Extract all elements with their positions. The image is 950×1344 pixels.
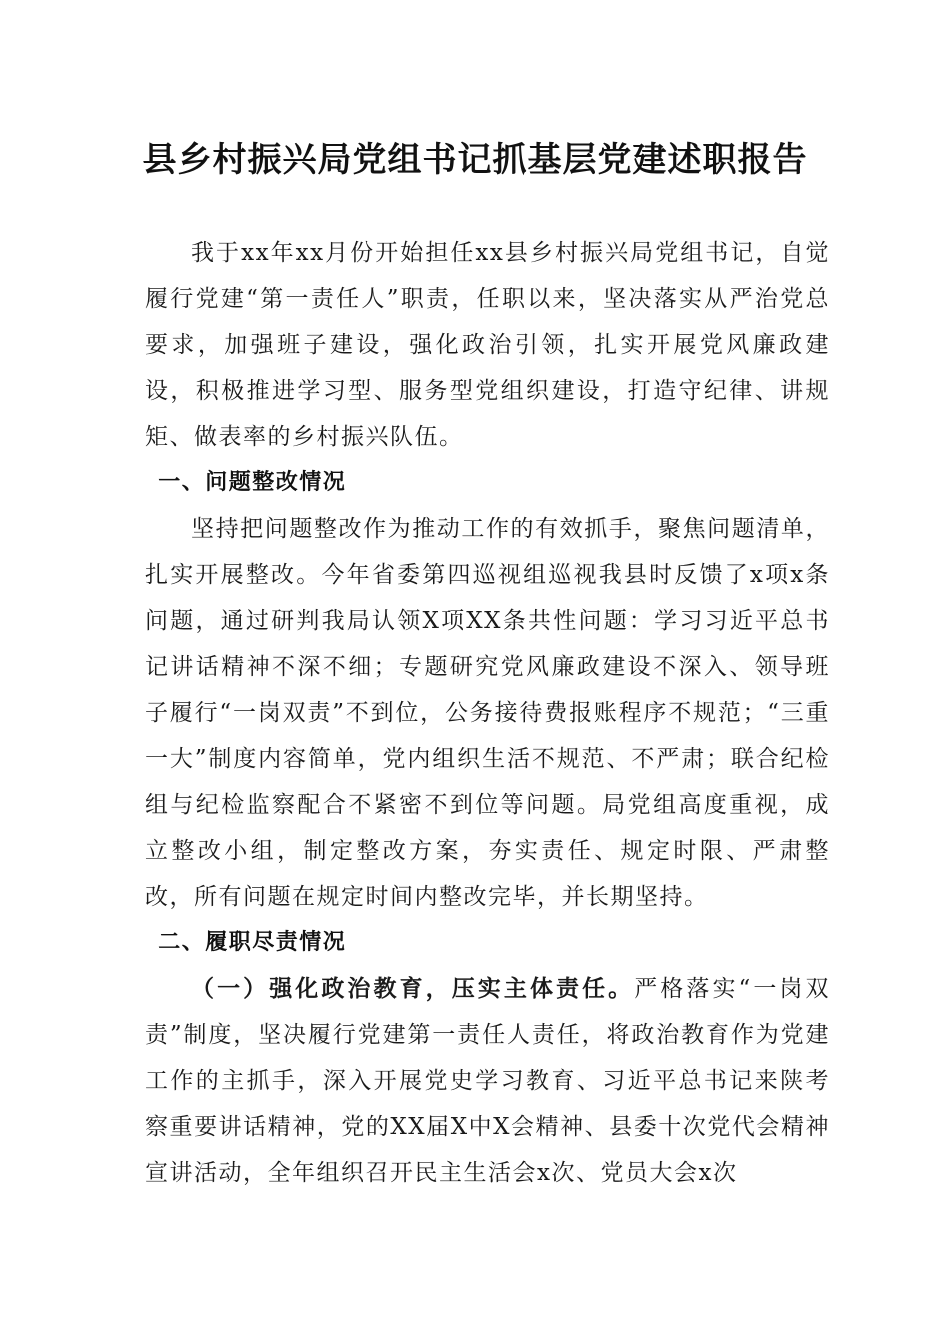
document-body	[145, 230, 830, 1196]
intro-paragraph: 我于xx年xx月份开始担任xx县乡村振兴局党组书记，自觉履行党建“第一责任人”职责，任职以来，坚决落实从严治党总要求，加强班子建设，强化政治引领，扎实开展党风廉政建设，积极推进学习型、服务型党组织建设，打造守纪律、讲规矩、做表率的乡村振兴队伍。	[145, 240, 830, 450]
section-1-paragraph: 坚持把问题整改作为推动工作的有效抓手，聚焦问题清单，扎实开展整改。今年省委第四巡视组巡视我县时反馈了x项x条问题，通过研判我局认领X项XX条共性问题：学习习近平总书记讲话精神不深不细；专题研究党风廉政建设不深入、领导班子履行“一岗双责”不到位，公务接待费报账程序不规范；“三重一大”制度内容简单，党内组织生活不规范、不严肃；联合纪检组与纪检监察配合不紧密不到位等问题。局党组高度重视，成立整改小组，制定整改方案，夯实责任、规定时限、严肃整改，所有问题在规定时间内整改完毕，并长期坚持。	[145, 516, 830, 910]
document-title: 县乡村振兴局党组书记抓基层党建述职报告	[142, 140, 808, 180]
subsection-1-body: 严格落实“一岗双责”制度，坚决履行党建第一责任人责任，将政治教育作为党建工作的主抓手，深入开展党史学习教育、习近平总书记来陕考察重要讲话精神，党的XX届X中X会精神、县委十次党代会精神宣讲活动，全年组织召开民主生活会x次、党员大会x次	[145, 976, 830, 1186]
section-2-heading: 二、履职尽责情况	[158, 930, 347, 955]
section-1-heading: 一、问题整改情况	[158, 470, 347, 495]
section-2-subsection-1-paragraph	[145, 966, 830, 1196]
subsection-1-lead: （一）强化政治教育，压实主体责任。	[191, 976, 635, 1002]
